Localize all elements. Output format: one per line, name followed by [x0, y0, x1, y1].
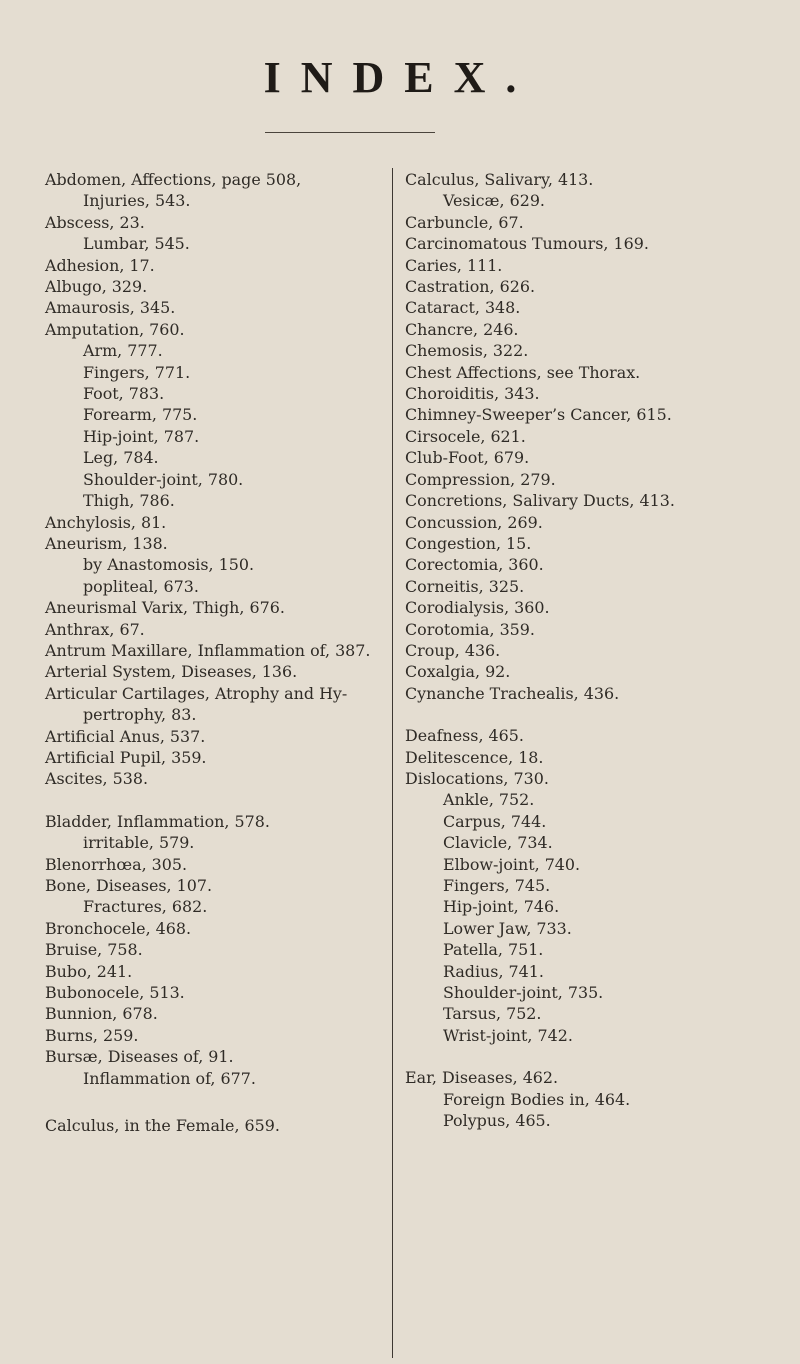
- index-entry: Chancre, 246.: [405, 319, 519, 339]
- index-entry: Chemosis, 322.: [405, 341, 529, 361]
- index-subentry: Leg, 784.: [83, 448, 159, 468]
- index-subentry: Radius, 741.: [443, 961, 544, 981]
- index-subentry: Lower Jaw, 733.: [443, 918, 572, 938]
- index-entry: Burns, 259.: [45, 1025, 139, 1045]
- section-gap: [45, 1089, 390, 1115]
- index-entry: Dislocations, 730.: [405, 768, 549, 788]
- index-entry: Compression, 279.: [405, 469, 556, 489]
- index-subentry: Hip-joint, 787.: [83, 426, 200, 446]
- index-subentry: Foreign Bodies in, 464.: [443, 1089, 631, 1109]
- index-subentry: Clavicle, 734.: [443, 833, 553, 853]
- index-entry: Corotomia, 359.: [405, 619, 535, 639]
- index-subentry: by Anastomosis, 150.: [83, 555, 255, 575]
- index-entry: Club-Foot, 679.: [405, 448, 530, 468]
- index-subentry: irritable, 579.: [83, 833, 195, 853]
- index-entry: Corectomia, 360.: [405, 555, 544, 575]
- index-entry: Bursæ, Diseases of, 91.: [45, 1047, 234, 1067]
- index-entry: Bone, Diseases, 107.: [45, 876, 213, 895]
- index-entry: Chimney-Sweeper’s Cancer, 615.: [405, 405, 672, 425]
- index-entry: Caries, 111.: [405, 255, 503, 275]
- index-subentry: Patella, 751.: [443, 940, 544, 960]
- page-title: INDEX.: [263, 53, 537, 102]
- index-entry: Abdomen, Affections, page 508,: [45, 170, 302, 189]
- index-entry: Amaurosis, 345.: [45, 298, 176, 318]
- index-entry: Corneitis, 325.: [405, 576, 525, 596]
- index-entry: Castration, 626.: [405, 277, 535, 297]
- index-entry: Delitescence, 18.: [405, 747, 544, 767]
- index-entry: Ear, Diseases, 462.: [405, 1068, 559, 1088]
- index-column-right: [405, 169, 795, 1131]
- index-subentry: Foot, 783.: [83, 384, 165, 404]
- index-subentry: Lumbar, 545.: [83, 234, 190, 254]
- index-entry: Deafness, 465.: [405, 726, 524, 746]
- index-entry: Arterial System, Diseases, 136.: [45, 662, 298, 682]
- index-subentry: Shoulder-joint, 735.: [443, 983, 604, 1003]
- index-entry: Choroiditis, 343.: [405, 384, 540, 404]
- index-entry: Calculus, in the Female, 659.: [45, 1116, 280, 1136]
- index-entry: Bladder, Inflammation, 578.: [45, 811, 270, 831]
- index-subentry: Fractures, 682.: [83, 897, 208, 917]
- index-subentry: pertrophy, 83.: [83, 705, 197, 725]
- title-rule: [265, 132, 435, 133]
- index-subentry: Hip-joint, 746.: [443, 897, 560, 917]
- index-entry: Cataract, 348.: [405, 298, 521, 318]
- index-subentry: Shoulder-joint, 780.: [83, 469, 244, 489]
- section-gap: [45, 790, 390, 811]
- index-entry: Ascites, 538.: [45, 769, 149, 789]
- index-entry: Carbuncle, 67.: [405, 212, 524, 232]
- index-subentry: Ankle, 752.: [443, 790, 535, 810]
- index-entry: Aneurism, 138.: [45, 533, 168, 553]
- index-entry: Adhesion, 17.: [45, 255, 155, 275]
- index-subentry: Inflammation of, 677.: [83, 1068, 256, 1088]
- index-subentry: Tarsus, 752.: [443, 1004, 542, 1024]
- section-gap: [405, 704, 795, 725]
- index-subentry: Fingers, 745.: [443, 876, 551, 895]
- index-subentry: Injuries, 543.: [83, 191, 191, 211]
- index-entry: Albugo, 329.: [45, 277, 148, 297]
- index-entry: Blenorrhœa, 305.: [45, 854, 188, 874]
- index-entry: Anthrax, 67.: [45, 619, 145, 639]
- index-entry: Coxalgia, 92.: [405, 662, 511, 682]
- index-subentry: popliteal, 673.: [83, 576, 199, 596]
- index-subentry: Forearm, 775.: [83, 405, 198, 425]
- index-subentry: Fingers, 771.: [83, 362, 191, 382]
- section-gap: [405, 1046, 795, 1067]
- index-entry: Cynanche Trachealis, 436.: [405, 683, 620, 703]
- column-divider: [392, 168, 393, 1358]
- index-entry: Articular Cartilages, Atrophy and Hy-: [45, 683, 348, 703]
- index-entry: Artificial Pupil, 359.: [45, 747, 207, 767]
- index-entry: Artificial Anus, 537.: [45, 726, 206, 746]
- index-entry: Corodialysis, 360.: [405, 598, 550, 618]
- index-entry: Bubonocele, 513.: [45, 983, 185, 1003]
- index-entry: Amputation, 760.: [45, 319, 185, 339]
- index-entry: Antrum Maxillare, Inflammation of, 387.: [45, 640, 371, 660]
- index-entry: Concussion, 269.: [405, 512, 543, 532]
- index-entry: Anchylosis, 81.: [45, 512, 167, 532]
- index-subentry: Polypus, 465.: [443, 1111, 551, 1131]
- index-entry: Aneurismal Varix, Thigh, 676.: [45, 598, 285, 618]
- index-subentry: Carpus, 744.: [443, 811, 547, 831]
- index-column-left: [45, 169, 390, 1136]
- index-entry: Bubo, 241.: [45, 961, 133, 981]
- index-subentry: Vesicæ, 629.: [443, 191, 545, 211]
- index-entry: Bruise, 758.: [45, 940, 143, 960]
- index-entry: Carcinomatous Tumours, 169.: [405, 234, 649, 254]
- index-entry: Concretions, Salivary Ducts, 413.: [405, 491, 675, 511]
- index-entry: Croup, 436.: [405, 640, 501, 660]
- index-entry: Cirsocele, 621.: [405, 426, 526, 446]
- index-subentry: Thigh, 786.: [83, 491, 175, 511]
- index-entry: Bronchocele, 468.: [45, 918, 192, 938]
- index-subentry: Arm, 777.: [83, 341, 163, 361]
- index-subentry: Elbow-joint, 740.: [443, 854, 581, 874]
- index-entry: Chest Affections, see Thorax.: [405, 362, 641, 382]
- index-entry: Bunnion, 678.: [45, 1004, 158, 1024]
- index-entry: Calculus, Salivary, 413.: [405, 170, 594, 189]
- index-entry: Congestion, 15.: [405, 533, 532, 553]
- index-entry: Abscess, 23.: [45, 212, 145, 232]
- index-subentry: Wrist-joint, 742.: [443, 1025, 573, 1045]
